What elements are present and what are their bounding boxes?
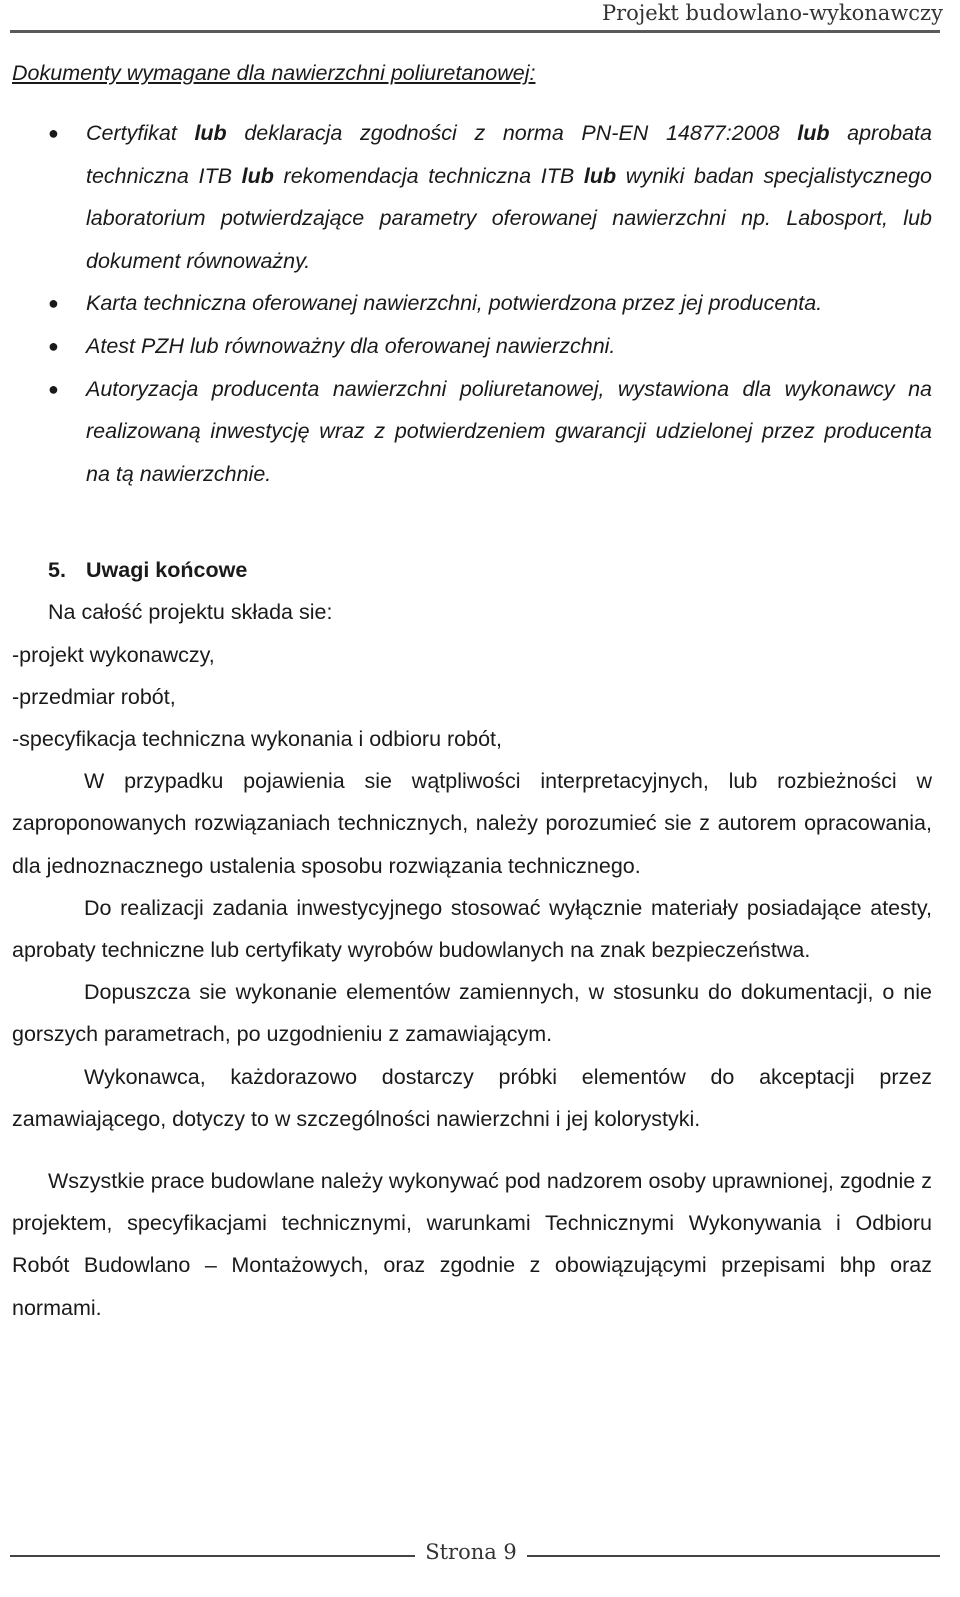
bullet-icon: ●	[48, 293, 59, 314]
page-number: Strona 9	[425, 1540, 517, 1564]
documents-heading: Dokumenty wymagane dla nawierzchni poliuretanowej:	[12, 61, 536, 85]
section-title: Uwagi końcowe	[86, 558, 248, 583]
list-item: ● Certyfikat lub deklaracja zgodności z norma PN-EN 14877:2008 lub aprobata techniczna ITB lub rekomendacja techniczna ITB lub wyniki badan specjalistycznego laboratorium potwierdzające parametry oferowanej nawierzchni np. Labosport, lub dokument równoważny.	[12, 112, 932, 282]
bullet-icon: ●	[48, 123, 59, 143]
list-item: ● Autoryzacja producenta nawierzchni poliuretanowej, wystawiona dla wykonawcy na realizowaną inwestycję wraz z potwierdzeniem gwarancji udzielonej przez producenta na tą nawierzchnie.	[12, 368, 932, 496]
list-item: ● Karta techniczna oferowanej nawierzchni, potwierdzona przez jej producenta.	[12, 282, 932, 325]
section-intro: Na całość projektu składa sie:	[48, 600, 333, 625]
list-item: -specyfikacja techniczna wykonania i odbioru robót,	[12, 726, 502, 751]
list-item: -projekt wykonawczy,	[12, 642, 215, 667]
bullet-icon: ●	[48, 378, 59, 399]
section-number: 5.	[48, 558, 66, 583]
paragraph: Do realizacji zadania inwestycyjnego stosować wyłącznie materiały posiadające atesty, aprobaty techniczne lub certyfikaty wyrobów budowlanych na znak bezpieczeństwa.	[12, 895, 932, 962]
list-item: -przedmiar robót,	[12, 684, 176, 709]
footer-divider-left	[10, 1555, 415, 1557]
header-divider	[10, 30, 940, 33]
paragraph: W przypadku pojawienia sie wątpliwości interpretacyjnych, lub rozbieżności w zaproponowanych rozwiązaniach technicznych, należy porozumieć sie z autorem opracowania, dla jednoznacznego ustalenia sposobu rozwiązania technicznego.	[12, 769, 932, 878]
bullet-icon: ●	[48, 335, 59, 356]
paragraph: Dopuszcza sie wykonanie elementów zamiennych, w stosunku do dokumentacji, o nie gorszych parametrach, po uzgodnieniu z zamawiającym.	[12, 980, 932, 1047]
closing-paragraph: Wszystkie prace budowlane należy wykonywać pod nadzorem osoby uprawnionej, zgodnie z projektem, specyfikacjami technicznymi, warunkami Technicznymi Wykonywania i Odbioru Robót Budowlano – Montażowych, oraz zgodnie z obowiązującymi przepisami bhp oraz normami.	[12, 1168, 932, 1320]
footer-divider-right	[527, 1555, 940, 1557]
list-item: ● Atest PZH lub równoważny dla oferowanej nawierzchni.	[12, 325, 932, 368]
header-title: Projekt budowlano-wykonawczy	[601, 1, 943, 25]
required-documents-list	[12, 112, 932, 495]
document-body	[12, 58, 932, 1329]
paragraph: Wykonawca, każdorazowo dostarczy próbki elementów do akceptacji przez zamawiającego, dotyczy to w szczególności nawierzchni i jej kolorystyki.	[12, 1064, 932, 1131]
section-heading	[12, 549, 932, 591]
